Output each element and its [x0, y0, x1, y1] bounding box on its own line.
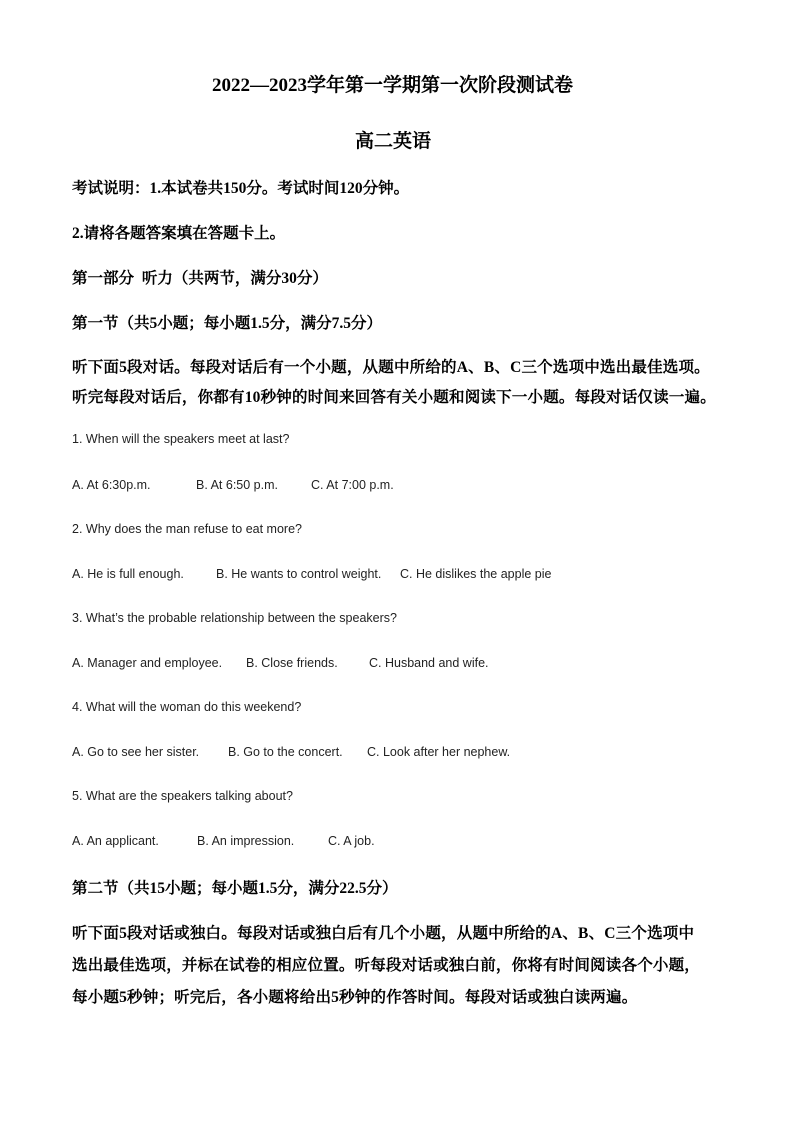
question-4-option-a: A. Go to see her sister. [72, 745, 200, 759]
question-3-option-c: C. Husband and wife. [369, 656, 489, 670]
exam-note-2: 2.请将各题答案填在答题卡上。 [72, 225, 286, 242]
section1-instruction-line-2: 听完每段对话后，你都有10秒钟的时间来回答有关小题和阅读下一小题。每段对话仅读一遍。 [72, 389, 716, 406]
question-2-option-a: A. He is full enough. [72, 567, 184, 581]
question-3-option-b: B. Close friends. [246, 656, 338, 670]
section2-heading: 第二节（共15小题；每小题1.5分，满分22.5分） [72, 880, 398, 897]
question-3-stem: 3. What’s the probable relationship between the speakers? [72, 611, 397, 625]
section1-heading: 第一节（共5小题；每小题1.5分，满分7.5分） [72, 315, 383, 332]
question-1-option-b: B. At 6:50 p.m. [196, 478, 278, 492]
question-4-option-b: B. Go to the concert. [228, 745, 343, 759]
section2-instruction-line-2: 选出最佳选项，并标在试卷的相应位置。听每段对话或独白前，你将有时间阅读各个小题， [72, 957, 701, 974]
question-1-option-c: C. At 7:00 p.m. [311, 478, 394, 492]
section1-instruction-line-1: 听下面5段对话。每段对话后有一个小题，从题中所给的A、B、C三个选项中选出最佳选项。 [72, 359, 710, 376]
question-1-stem: 1. When will the speakers meet at last? [72, 432, 290, 446]
question-5-option-a: A. An applicant. [72, 834, 159, 848]
question-2-stem: 2. Why does the man refuse to eat more? [72, 522, 302, 536]
question-5-stem: 5. What are the speakers talking about? [72, 789, 293, 803]
question-5-option-b: B. An impression. [197, 834, 295, 848]
subject-title: 高二英语 [355, 131, 432, 152]
section2-instruction-line-1: 听下面5段对话或独白。每段对话或独白后有几个小题，从题中所给的A、B、C三个选项中 [72, 925, 695, 942]
question-1-option-a: A. At 6:30p.m. [72, 478, 151, 492]
question-5-option-c: C. A job. [328, 834, 375, 848]
exam-note-1: 考试说明：1.本试卷共150分。考试时间120分钟。 [72, 180, 410, 197]
exam-title: 2022—2023学年第一学期第一次阶段测试卷 [212, 75, 574, 96]
part1-heading: 第一部分 听力（共两节，满分30分） [72, 270, 328, 287]
question-2-option-b: B. He wants to control weight. [216, 567, 382, 581]
question-3-option-a: A. Manager and employee. [72, 656, 223, 670]
section2-instruction-line-3: 每小题5秒钟；听完后，各小题将给出5秒钟的作答时间。每段对话或独白读两遍。 [72, 989, 638, 1006]
question-4-stem: 4. What will the woman do this weekend? [72, 700, 302, 714]
question-2-option-c: C. He dislikes the apple pie [400, 567, 552, 581]
question-4-option-c: C. Look after her nephew. [367, 745, 511, 759]
